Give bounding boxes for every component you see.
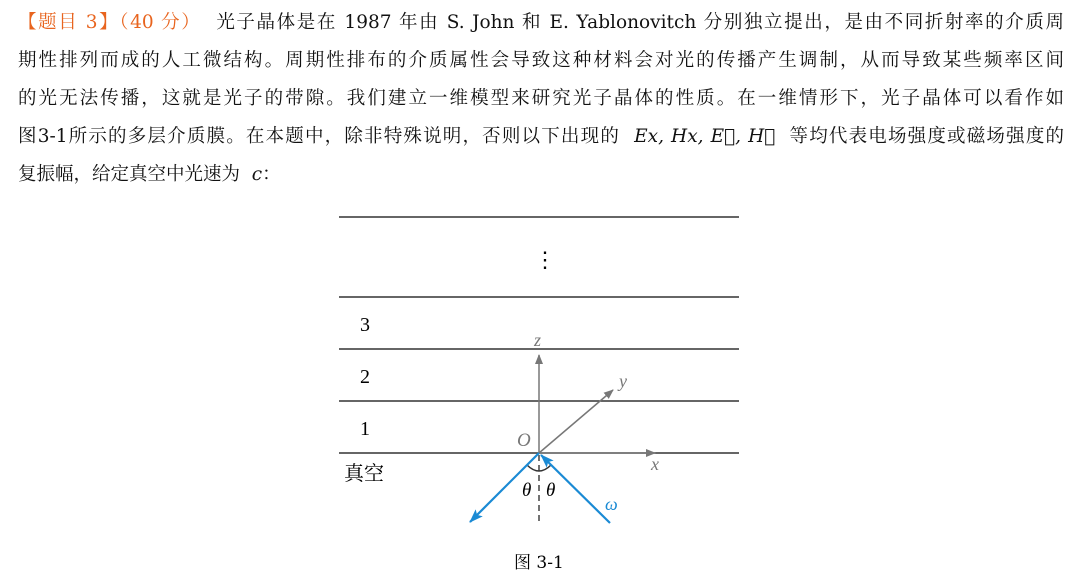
theta-left: θ [522,480,532,501]
text-line-5: 复振幅，给定真空中光速为 [18,164,241,185]
y-label: y [619,371,627,391]
text-line-1: 光子晶体是在 1987 年由 S. John 和 E. Yablonovitch 分别独立提出，是由不同折射率的介质周 [216,12,1064,33]
text-line-2: 期性排列而成的人工微结构。周期性排布的介质属性会导致这种材料会对光的传播产生调制，从而导致某些频率区间 [18,50,1064,71]
layer-3-label: 3 [360,314,370,336]
layer-1-label: 1 [360,418,370,440]
colon: ： [262,164,281,185]
text-line-4b: 等均代表电场强度或磁场强度的 [789,126,1065,147]
theta-right: θ [546,480,556,501]
figure-caption: 图 3-1 [514,553,564,573]
layer-2-label: 2 [360,366,370,388]
origin-label: O [517,430,531,451]
x-label: x [651,454,659,474]
problem-heading: 【题目 3】（40 分） [18,12,202,33]
math-c: c [251,164,263,185]
vacuum-label: 真空 [344,461,384,485]
text-line-4a: 图3-1所示的多层介质膜。在本题中，除非特殊说明，否则以下出现的 [18,126,621,147]
math-fields: Ex, Hx, E⃗, H⃗ [634,126,776,147]
text-line-3: 的光无法传播，这就是光子的带隙。我们建立一维模型来研究光子晶体的性质。在一维情形下，光子晶体可以看作如 [18,88,1064,109]
omega-label: ω [605,494,618,514]
y-axis [539,390,613,453]
z-label: z [534,330,542,350]
ellipsis: ⋮ [534,247,556,272]
